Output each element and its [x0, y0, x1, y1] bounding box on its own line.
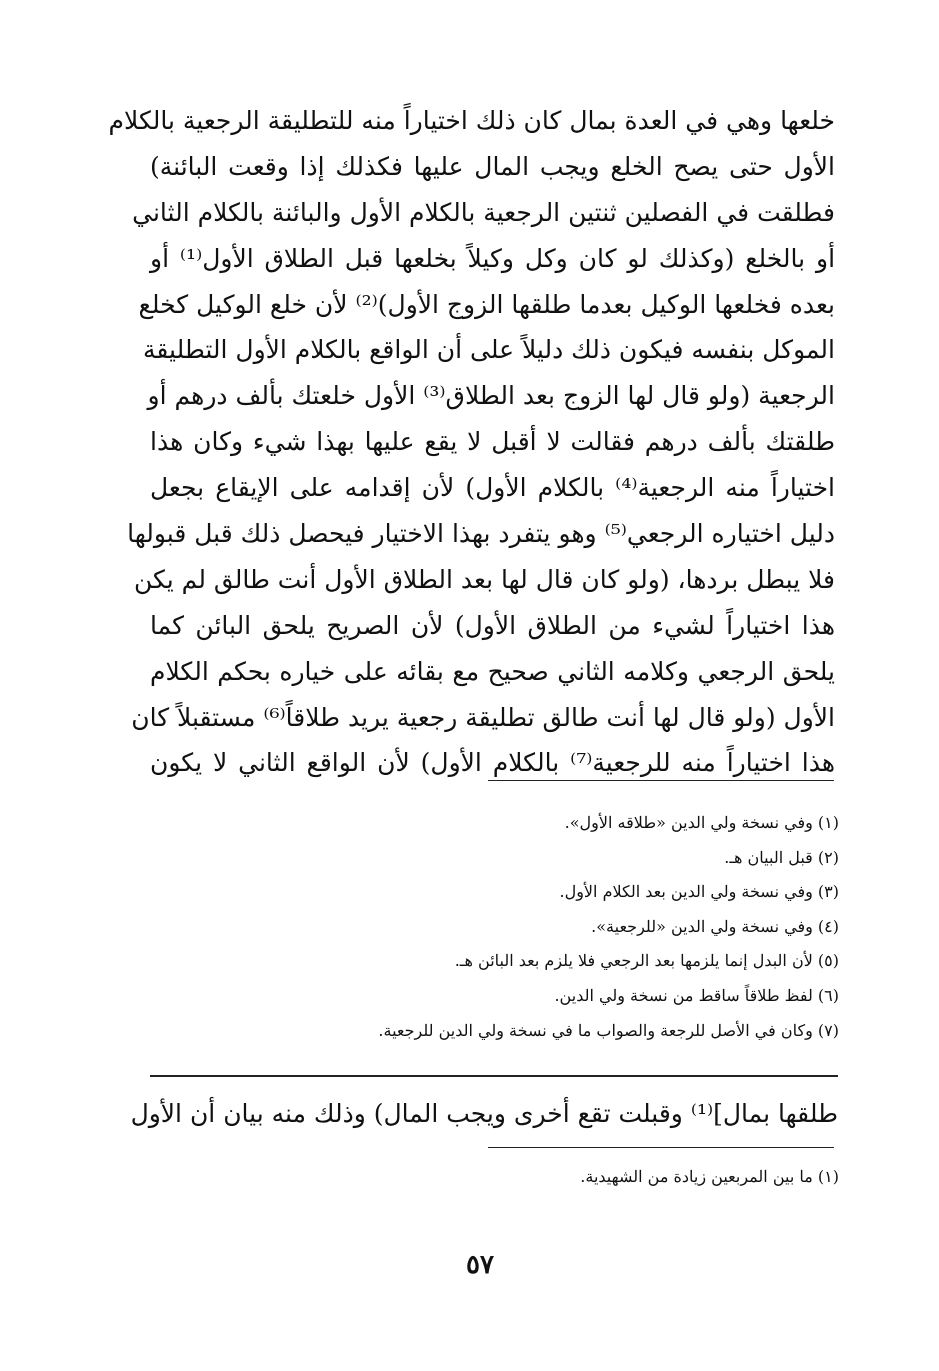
- text-line: اختياراً منه الرجعية⁽⁴⁾ بالكلام الأول) لأن إقدامه على الإيقاع بجعل: [150, 473, 835, 503]
- text-line: فلا يبطل بردها، (ولو كان قال لها بعد الطلاق الأول أنت طالق لم يكن: [133, 564, 835, 594]
- text-line: هذا اختياراً لشيء من الطلاق الأول) لأن الصريح يلحق البائن كما: [150, 610, 835, 640]
- footnote-separator: [488, 780, 834, 781]
- footnote-separator-2: [488, 1147, 834, 1148]
- footnote-item: (٤) وفي نسخة ولي الدين «للرجعية».: [591, 916, 839, 936]
- section-divider: [150, 1075, 838, 1077]
- text-line: الرجعية (ولو قال لها الزوج بعد الطلاق⁽³⁾ الأول خلعتك بألف درهم أو: [147, 381, 835, 411]
- text-line: بعده فخلعها الوكيل بعدما طلقها الزوج الأول)⁽²⁾ لأن خلع الوكيل كخلع: [138, 289, 835, 319]
- page-number: ٥٧: [466, 1250, 494, 1280]
- text-line: طلقتك بألف درهم فقالت لا أقبل لا يقع عليها بهذا شيء وكان هذا: [150, 427, 835, 457]
- footnote-item: (٥) لأن البدل إنما يلزمها بعد الرجعي فلا يلزم بعد البائن هـ.: [454, 951, 839, 971]
- footnotes-block: [279, 806, 839, 1048]
- text-line: خلعها وهي في العدة بمال كان ذلك اختياراً منه للتطليقة الرجعية بالكلام: [108, 106, 835, 135]
- text-line: هذا اختياراً منه للرجعية⁽⁷⁾ بالكلام الأول) لأن الواقع الثاني لا يكون: [150, 748, 836, 778]
- footnote-item: (٣) وفي نسخة ولي الدين بعد الكلام الأول.: [559, 882, 839, 902]
- text-line: فطلقت في الفصلين ثنتين الرجعية بالكلام الأول والبائنة بالكلام الثاني: [132, 197, 835, 227]
- text-line: دليل اختياره الرجعي⁽⁵⁾ وهو يتفرد بهذا الاختيار فيحصل ذلك قبل قبولها: [127, 519, 835, 549]
- footnote-item: (١) وفي نسخة ولي الدين «طلاقه الأول».: [564, 813, 839, 832]
- footnote-item: (١) ما بين المربعين زيادة من الشهيدية.: [580, 1167, 839, 1186]
- text-line: يلحق الرجعي وكلامه الثاني صحيح مع بقائه على خياره بحكم الكلام: [150, 656, 835, 686]
- text-line: الأول حتى يصح الخلع ويجب المال عليها فكذلك إذا وقعت البائنة): [150, 151, 835, 181]
- text-line: أو بالخلع (وكذلك لو كان وكل وكيلاً بخلعها قبل الطلاق الأول⁽¹⁾ أو: [150, 243, 836, 273]
- continuation-footnotes: [279, 1160, 839, 1195]
- text-line: الموكل بنفسه فيكون ذلك دليلاً على أن الواقع بالكلام الأول التطليقة: [142, 335, 835, 365]
- footnote-item: (٦) لفظ طلاقاً ساقط من نسخة ولي الدين.: [554, 985, 839, 1005]
- footnote-item: (٢) قبل البيان هـ.: [724, 847, 839, 867]
- footnote-item: (٧) وكان في الأصل للرجعة والصواب ما في نسخة ولي الدين للرجعية.: [378, 1020, 839, 1040]
- continuation-line: طلقها بمال]⁽¹⁾ وقبلت تقع أخرى ويجب المال) وذلك منه بيان أن الأول: [130, 1099, 838, 1128]
- text-line: الأول (ولو قال لها أنت طالق تطليقة رجعية يريد طلاقاً⁽⁶⁾ مستقبلاً كان: [131, 702, 835, 732]
- main-text-block: [108, 98, 836, 786]
